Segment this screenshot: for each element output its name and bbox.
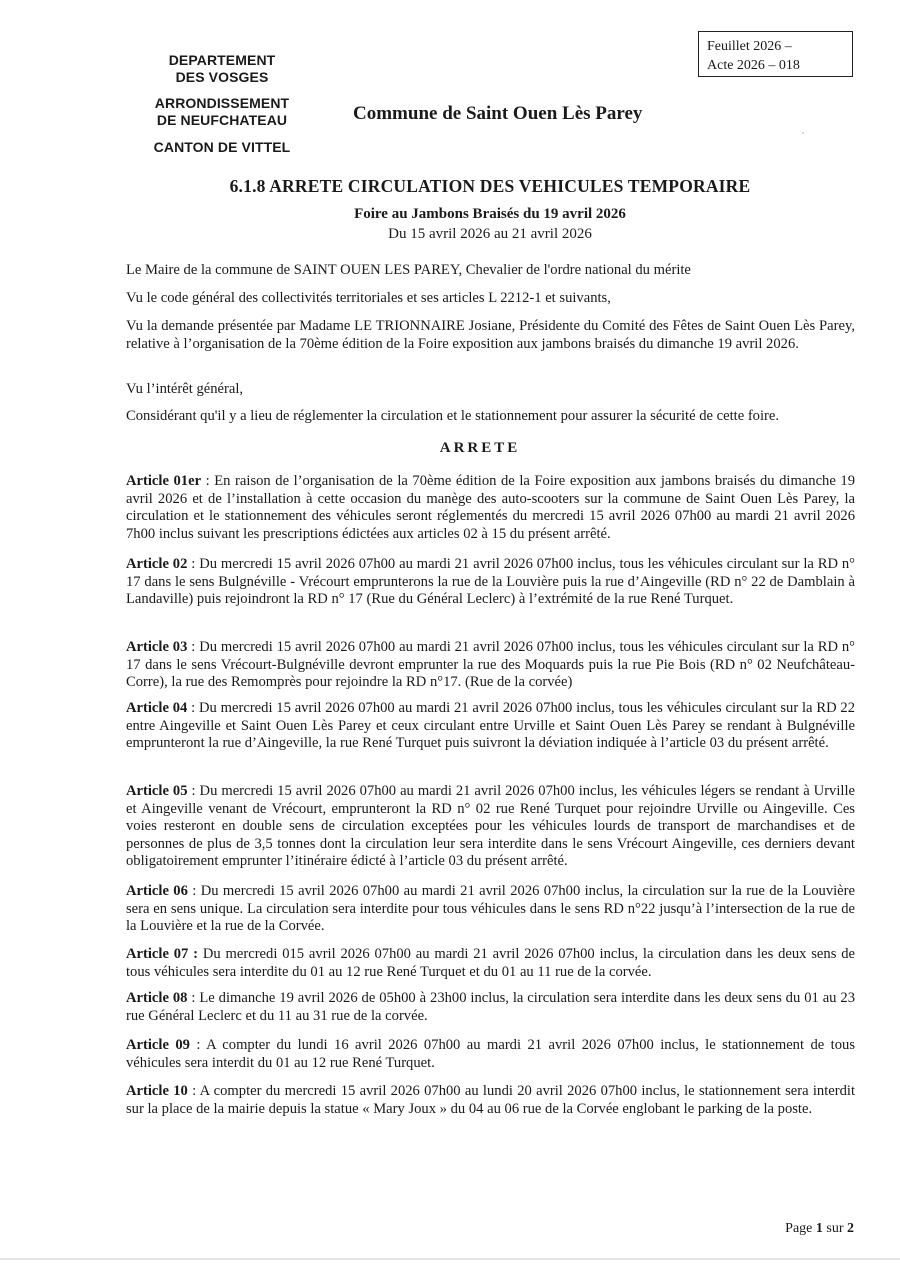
- article-text: En raison de l’organisation de la 70ème édition de la Foire exposition aux jambons braisés du dimanche 19 avril 2026 et de l’installation à cette occasion du manège des auto-scooters sur la commune de Saint Ouen Lès Parey, la circulation et le stationnement des véhicules seront réglementés du mercredi 15 avril 2026 07h00 au mardi 21 avril 2026 7h00 inclus suivant les prescriptions édictées aux articles 02 à 15 du présent arrêté.: [126, 473, 855, 542]
- article-label: Article 01er: [126, 473, 202, 489]
- article-text: Du mercredi 015 avril 2026 07h00 au mardi 21 avril 2026 07h00 inclus, la circulation dans les deux sens de tous véhicules sera interdite du 01 au 12 rue René Turquet et du 01 au 11 rue de la corvée.: [126, 946, 855, 980]
- scan-edge-line: [0, 1258, 900, 1260]
- article-text: Du mercredi 15 avril 2026 07h00 au mardi 21 avril 2026 07h00 inclus, tous les véhicules circulant sur la RD n° 17 dans le sens Vrécourt-Bulgnéville devront emprunter la rue des Moquards puis la rue Pie Bois (RD n° 02 Neufchâteau-Corre), la rue des Remomprès pour rejoindre la RD n°17. (Rue de la corvée): [126, 639, 855, 690]
- arrondissement-label: [126, 95, 318, 129]
- article-label: Article 07 :: [126, 946, 199, 962]
- article-text: Du mercredi 15 avril 2026 07h00 au mardi 21 avril 2026 07h00 inclus, tous les véhicules circulant sur la RD n° 17 dans le sens Bulgnéville - Vrécourt emprunterons la rue de la Louvière puis la rue d’Aingeville (RD n° 22 de Damblain à Landaville) puis rejoindront la RD n° 17 (Rue du Général Leclerc) à l’extrémité de la rue René Turquet.: [126, 556, 855, 607]
- date-range-subtitle: Du 15 avril 2026 au 21 avril 2026: [388, 226, 592, 242]
- arrondissement-line: DE NEUFCHATEAU: [156, 112, 288, 128]
- article-label: Article 06: [126, 883, 188, 899]
- article-01: Article 01er : En raison de l’organisation de la 70ème édition de la Foire exposition aux jambons braisés du dimanche 19 avril 2026 et de l’installation à cette occasion du manège des auto-scooters sur la commune de Saint Ouen Lès Parey, la circulation et le stationnement des véhicules seront réglementés du mercredi 15 avril 2026 07h00 au mardi 21 avril 2026 7h00 inclus suivant les prescriptions édictées aux articles 02 à 15 du présent arrêté.: [126, 473, 855, 542]
- article-09: Article 09 : A compter du lundi 16 avril 2026 07h00 au mardi 21 avril 2026 07h00 inclus, le stationnement de tous véhicules sera interdit du 01 au 12 rue René Turquet.: [126, 1037, 856, 1071]
- article-text: Le dimanche 19 avril 2026 de 05h00 à 23h00 inclus, la circulation sera interdite dans les deux sens du 01 au 23 rue Général Leclerc et du 11 au 31 rue de la corvée.: [126, 990, 855, 1024]
- article-08: Article 08 : Le dimanche 19 avril 2026 de 05h00 à 23h00 inclus, la circulation sera interdite dans les deux sens du 01 au 23 rue Général Leclerc et du 11 au 31 rue de la corvée.: [126, 990, 855, 1024]
- article-02: Article 02 : Du mercredi 15 avril 2026 07h00 au mardi 21 avril 2026 07h00 inclus, tous les véhicules circulant sur la RD n° 17 dans le sens Bulgnéville - Vrécourt emprunterons la rue de la Louvière puis la rue d’Aingeville (RD n° 22 de Damblain à Landaville) puis rejoindront la RD n° 17 (Rue du Général Leclerc) à l’extrémité de la rue René Turquet.: [126, 556, 855, 607]
- article-text: A compter du mercredi 15 avril 2026 07h00 au lundi 20 avril 2026 07h00 inclus, le stationnement sera interdit sur la place de la mairie depuis la statue « Mary Joux » du 04 au 06 rue de la Corvée englobant le parking de la poste.: [126, 1083, 856, 1117]
- article-label: Article 04: [126, 700, 188, 716]
- article-text: A compter du lundi 16 avril 2026 07h00 au mardi 21 avril 2026 07h00 inclus, le stationnement de tous véhicules sera interdit du 01 au 12 rue René Turquet.: [126, 1037, 856, 1071]
- article-label: Article 09: [126, 1037, 190, 1053]
- article-label: Article 03: [126, 639, 188, 655]
- article-text: Du mercredi 15 avril 2026 07h00 au mardi 21 avril 2026 07h00 inclus, tous les véhicules circulant sur la RD 22 entre Aingeville et Saint Ouen Lès Parey et ceux circulant entre Urville et Saint Ouen Lès Parey se rendant à Bulgnéville emprunteront la rue d’Aingeville, la rue René Turquet puis suivront la déviation indiquée à l’article 03 du présent arrêté.: [126, 700, 856, 751]
- article-03: Article 03 : Du mercredi 15 avril 2026 07h00 au mardi 21 avril 2026 07h00 inclus, tous les véhicules circulant sur la RD n° 17 dans le sens Vrécourt-Bulgnéville devront emprunter la rue des Moquards puis la rue Pie Bois (RD n° 02 Neufchâteau-Corre), la rue des Remomprès pour rejoindre la RD n°17. (Rue de la corvée): [126, 639, 855, 690]
- departement-label: [126, 52, 318, 86]
- preamble-vu-code: Vu le code général des collectivités territoriales et ses articles L 2212-1 et suivants,: [126, 290, 611, 306]
- preamble-vu-demande: Vu la demande présentée par Madame LE TRIONNAIRE Josiane, Présidente du Comité des Fêtes de Saint Ouen Lès Parey, relative à l’organisation de la 70ème édition de la Foire exposition aux jambons braisés du dimanche 19 avril 2026.: [126, 318, 855, 352]
- arrondissement-line: ARRONDISSEMENT: [154, 95, 290, 111]
- article-text: Du mercredi 15 avril 2026 07h00 au mardi 21 avril 2026 07h00 inclus, la circulation sur la rue de la Louvière sera en sens unique. La circulation sera interdite pour tous véhicules dans le sens RD n°22 jusqu’à l’intersection de la rue de la Louvière et la rue de la Corvée.: [126, 883, 855, 934]
- event-subtitle: Foire au Jambons Braisés du 19 avril 2026: [354, 206, 626, 222]
- departement-line: DEPARTEMENT: [168, 52, 276, 68]
- preamble-vu-interet: Vu l’intérêt général,: [126, 381, 244, 397]
- commune-name: Commune de Saint Ouen Lès Parey: [353, 103, 643, 124]
- article-06: Article 06 : Du mercredi 15 avril 2026 07h00 au mardi 21 avril 2026 07h00 inclus, la circulation sur la rue de la Louvière sera en sens unique. La circulation sera interdite pour tous véhicules dans le sens RD n°22 jusqu’à l’intersection de la rue de la Louvière et la rue de la Corvée.: [126, 883, 855, 934]
- departement-line: DES VOSGES: [175, 69, 269, 85]
- preamble-considerant: Considérant qu'il y a lieu de réglementer la circulation et le stationnement pour assurer la sécurité de cette foire.: [126, 408, 780, 424]
- article-07: [126, 946, 855, 981]
- canton-line: CANTON DE VITTEL: [153, 139, 291, 155]
- article-05: Article 05 : Du mercredi 15 avril 2026 07h00 au mardi 21 avril 2026 07h00 inclus, les véhicules légers se rendant à Urville et Aingeville venant de Vrécourt, emprunteront la RD n° 02 rue René Turquet pour rejoindre Urville ou Aingeville. Ces voies resteront en double sens de circulation exceptées pour les véhicules lourds de transport de marchandises et de personnes de plus de 3,5 tonnes dont la circulation leur sera interdite dans le sens Vrécourt Aingeville, ces derniers devant obligatoirement emprunter l’itinéraire édicté à l’article 03 du présent arrêté.: [126, 783, 855, 869]
- article-label: Article 05: [126, 783, 188, 799]
- reference-box: [698, 31, 853, 77]
- scan-speck: [802, 132, 804, 134]
- canton-label: [126, 139, 318, 156]
- article-label: Article 08: [126, 990, 188, 1006]
- arrete-heading: ARRETE: [439, 440, 521, 456]
- article-text: Du mercredi 15 avril 2026 07h00 au mardi 21 avril 2026 07h00 inclus, les véhicules légers se rendant à Urville et Aingeville venant de Vrécourt, emprunteront la RD n° 02 rue René Turquet pour rejoindre Urville ou Aingeville. Ces voies resteront en double sens de circulation exceptées pour les véhicules lourds de transport de marchandises et de personnes de plus de 3,5 tonnes dont la circulation leur sera interdite dans le sens Vrécourt Aingeville, ces derniers devant obligatoirement emprunter l’itinéraire édicté à l’article 03 du présent arrêté.: [126, 783, 855, 869]
- preamble-maire: Le Maire de la commune de SAINT OUEN LES PAREY, Chevalier de l'ordre national du mérite: [126, 262, 691, 278]
- document-title: 6.1.8 ARRETE CIRCULATION DES VEHICULES TEMPORAIRE: [229, 176, 751, 196]
- article-label: Article 10: [126, 1083, 188, 1099]
- article-04: Article 04 : Du mercredi 15 avril 2026 07h00 au mardi 21 avril 2026 07h00 inclus, tous les véhicules circulant sur la RD 22 entre Aingeville et Saint Ouen Lès Parey et ceux circulant entre Urville et Saint Ouen Lès Parey se rendant à Bulgnéville emprunteront la rue d’Aingeville, la rue René Turquet puis suivront la déviation indiquée à l’article 03 du présent arrêté.: [126, 700, 856, 751]
- page-number: Page 1 sur 2: [785, 1221, 854, 1236]
- acte-ref: Acte 2026 – 018: [707, 58, 800, 73]
- article-label: Article 02: [126, 556, 188, 572]
- article-10: Article 10 : A compter du mercredi 15 avril 2026 07h00 au lundi 20 avril 2026 07h00 inclus, le stationnement sera interdit sur la place de la mairie depuis la statue « Mary Joux » du 04 au 06 rue de la Corvée englobant le parking de la poste.: [126, 1083, 856, 1117]
- feuillet-ref: Feuillet 2026 –: [707, 39, 792, 54]
